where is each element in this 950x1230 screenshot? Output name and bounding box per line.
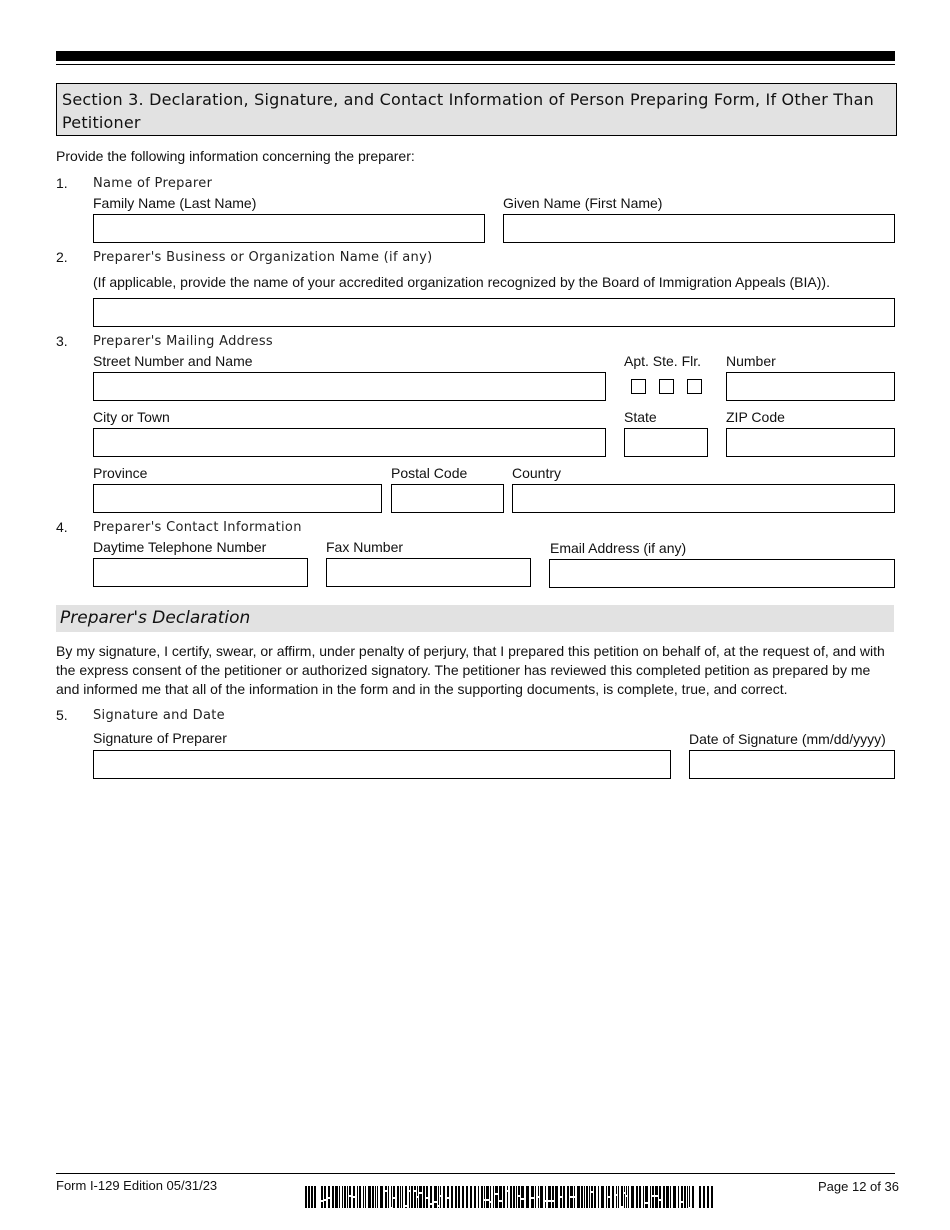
- family-name-label: Family Name (Last Name): [93, 195, 257, 211]
- ste-checkbox[interactable]: [659, 379, 674, 394]
- apt-checkbox[interactable]: [631, 379, 646, 394]
- signature-date-field[interactable]: [689, 750, 895, 779]
- declaration-text: By my signature, I certify, swear, or affirm, under penalty of perjury, that I prepared this petition on behalf of, at the request of, and with the express consent of the petitioner or authorized signatory. The petitioner has reviewed this completed petition as prepared by me and informed me that all of the information in the form and in the supporting documents, is complete, true, and correct.: [56, 643, 885, 697]
- street-label: Street Number and Name: [93, 353, 253, 369]
- email-field[interactable]: [549, 559, 895, 588]
- apt-ste-flr-label: Apt. Ste. Flr.: [624, 353, 702, 369]
- item-1-number: 1.: [56, 175, 68, 191]
- signature-label: Signature of Preparer: [93, 730, 227, 746]
- section-3-header: [56, 83, 897, 136]
- email-label: Email Address (if any): [550, 540, 687, 556]
- signature-date-label: Date of Signature (mm/dd/yyyy): [689, 731, 886, 747]
- province-field[interactable]: [93, 484, 382, 513]
- item-1-title: Name of Preparer: [93, 176, 213, 191]
- zip-field[interactable]: [726, 428, 895, 457]
- item-2-number: 2.: [56, 249, 68, 265]
- street-field[interactable]: [93, 372, 606, 401]
- item-4-number: 4.: [56, 519, 68, 535]
- apt-number-label: Number: [726, 353, 776, 369]
- item-5-number: 5.: [56, 707, 68, 723]
- page-number: Page 12 of 36: [818, 1179, 899, 1194]
- country-label: Country: [512, 465, 562, 481]
- top-rule-thick: [56, 51, 895, 61]
- family-name-field[interactable]: [93, 214, 485, 243]
- top-rule-thin: [56, 64, 895, 65]
- given-name-label: Given Name (First Name): [503, 195, 663, 211]
- phone-field[interactable]: [93, 558, 308, 587]
- footer-rule: [56, 1173, 895, 1174]
- postal-code-label: Postal Code: [391, 465, 468, 481]
- state-label: State: [624, 409, 657, 425]
- fax-label: Fax Number: [326, 539, 404, 555]
- signature-field[interactable]: [93, 750, 671, 779]
- item-3-title: Preparer's Mailing Address: [93, 334, 273, 349]
- postal-code-field[interactable]: [391, 484, 504, 513]
- phone-label: Daytime Telephone Number: [93, 539, 267, 555]
- item-2-note: (If applicable, provide the name of your accredited organization recognized by the Board of Immigration Appeals (BIA)).: [93, 274, 830, 290]
- item-5-title: Signature and Date: [93, 708, 225, 723]
- barcode-image: [305, 1186, 713, 1208]
- item-3-number: 3.: [56, 333, 68, 349]
- apt-number-field[interactable]: [726, 372, 895, 401]
- declaration-heading: Preparer's Declaration: [56, 605, 894, 632]
- city-label: City or Town: [93, 409, 170, 425]
- flr-checkbox[interactable]: [687, 379, 702, 394]
- section-title: Section 3. Declaration, Signature, and Contact Information of Person Preparing Form, If Other Than Petitioner: [62, 90, 874, 132]
- item-4-title: Preparer's Contact Information: [93, 520, 302, 535]
- country-field[interactable]: [512, 484, 895, 513]
- intro-text: Provide the following information concerning the preparer:: [56, 148, 415, 164]
- zip-label: ZIP Code: [726, 409, 785, 425]
- fax-field[interactable]: [326, 558, 531, 587]
- business-name-field[interactable]: [93, 298, 895, 327]
- item-2-title: Preparer's Business or Organization Name (if any): [93, 250, 433, 265]
- given-name-field[interactable]: [503, 214, 895, 243]
- state-field[interactable]: [624, 428, 708, 457]
- form-edition: Form I-129 Edition 05/31/23: [56, 1178, 218, 1193]
- city-field[interactable]: [93, 428, 606, 457]
- province-label: Province: [93, 465, 148, 481]
